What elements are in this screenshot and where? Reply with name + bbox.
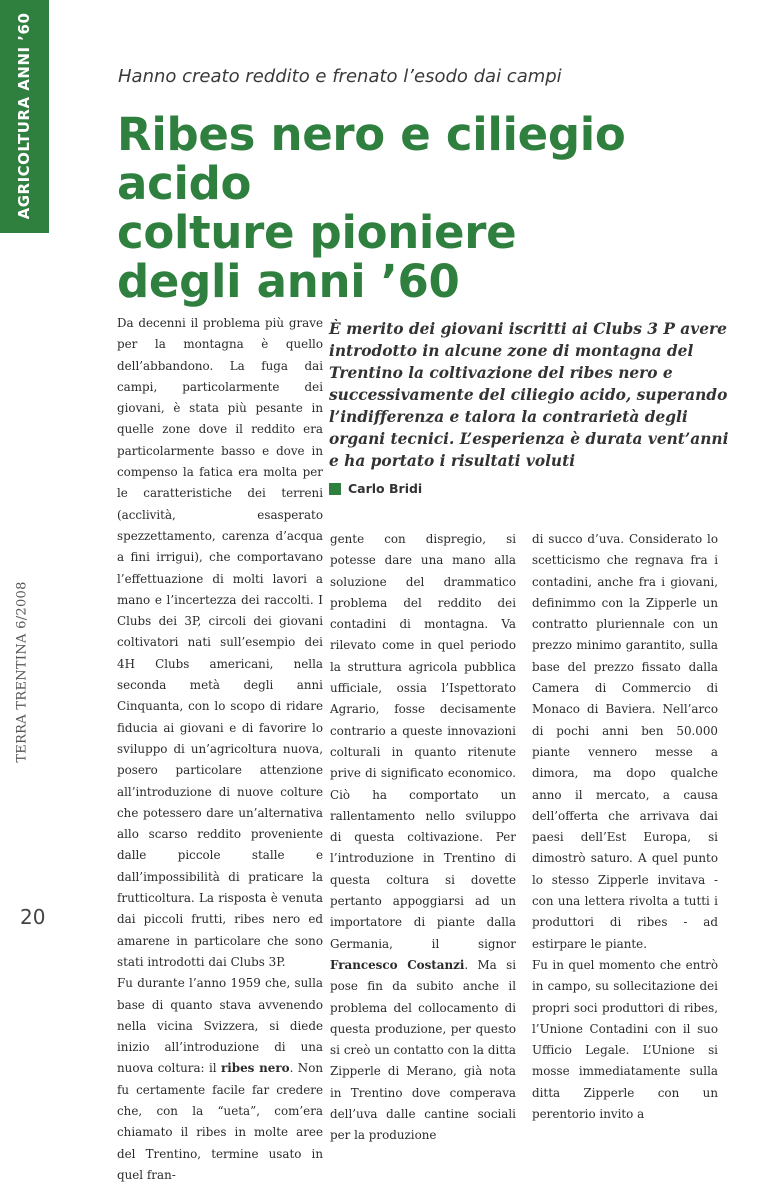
text-run: gente con dispregio, si potesse dare una mano alla soluzione del drammatico problema del reddito dei contadini di montagna. Va rilevato come in quel periodo la struttura agricola pubblica ufficiale, ossia l’Ispettorato Agrario, fosse decisamente contrario a queste innovazioni colturali in quanto ritenute prive di significato economico. Ciò ha comportato un rallentamento nello sviluppo di questa coltivazione. Per l’introduzione in Trentino di questa coltura si dovette pertanto appoggiarsi ad un importatore di piante dalla Germania, il signor — [330, 532, 516, 951]
emphasis: Francesco Costanzi — [330, 957, 465, 972]
author-name: Carlo Bridi — [348, 481, 423, 496]
author-byline — [329, 481, 422, 496]
kicker: Hanno creato reddito e frenato l’esodo dai campi — [118, 66, 562, 87]
section-tab-label: AGRICOLTURA ANNI ’60 — [15, 12, 33, 220]
text-run: . Non fu certamente facile far credere che, con la “ueta”, com’era chiamato il ribes in molte aree del Trentino, termine usato in quel fran- — [117, 1061, 324, 1182]
section-tab — [0, 0, 49, 233]
magazine-name: TERRA TRENTINA 6/2008 — [14, 581, 30, 763]
text-run: . Ma si pose fin da subito anche il problema del collocamento di questa produzione, per questo si creò un contatto con la ditta Zipperle di Merano, già nota in Trentino dove comperava dell’uva dalle cantine sociali per la produzione — [330, 957, 516, 1143]
headline-line: degli anni ’60 — [117, 255, 460, 308]
lead-paragraph: È merito dei giovani iscritti ai Clubs 3 P avere introdotto in alcune zone di montagna del Trentino la coltivazione del ribes nero e successivamente del ciliegio acido, superando l’indifferenza e talora la contrarietà degli organi tecnici. L’esperienza è durata vent’anni e ha portato i risultati voluti — [329, 320, 729, 470]
paragraph — [330, 529, 516, 1147]
emphasis: ribes nero — [221, 1061, 290, 1076]
page-title — [117, 110, 677, 306]
page-number: 20 — [20, 905, 46, 929]
body-column-1 — [117, 313, 323, 1186]
author-square-icon — [329, 483, 341, 495]
paragraph: Da decenni il problema più grave per la montagna è quello dell’abbandono. La fuga dai campi, particolarmente dei giovani, è stata più pesante in quelle zone dove il reddito era particolarmente basso e dove in compenso la fatica era molta per le caratteristiche dei terreni (acclività, esasperato spezzettamento, carenza d’acqua a fini irrigui), che comportavano l’effettuazione di molti lavori a mano e l’incertezza dei raccolti. I Clubs dei 3P, circoli dei giovani coltivatori nati sull’esempio dei 4H Clubs americani, nella seconda metà degli anni Cinquanta, con lo scopo di ridare fiducia ai giovani e di favorire lo sviluppo di un’agricoltura nuova, posero particolare attenzione all’introduzione di nuove colture che potessero dare un’alternativa allo scarso reddito proveniente dalle piccole stalle e dall’impossibilità di praticare la frutticoltura. La risposta è venuta dai piccoli frutti, ribes nero ed amarene in particolare che sono stati introdotti dai Clubs 3P. — [117, 316, 323, 969]
headline-line: Ribes nero e ciliegio acido — [117, 108, 626, 210]
text-run: Fu durante l’anno 1959 che, sulla base di quanto stava avvenendo nella vicina Svizzera, si diede inizio all’introduzione di una nuova coltura: il — [117, 976, 323, 1076]
paragraph — [117, 973, 323, 1186]
headline-line: colture pioniere — [117, 206, 517, 259]
paragraph: di succo d’uva. Considerato lo scetticismo che regnava fra i contadini, anche fra i giovani, definimmo con la Zipperle un contratto pluriennale con un prezzo minimo garantito, sulla base del prezzo fissato dalla Camera di Commercio di Monaco di Baviera. Nell’arco di pochi anni ben 50.000 piante vennero messe a dimora, ma dopo qualche anno il mercato, a causa dell’offerta che arrivava dai paesi dell’Est Europa, si dimostrò saturo. A quel punto lo stesso Zipperle invitava - con una lettera rivolta a tutti i produttori di ribes - ad estirpare le piante. — [532, 532, 718, 951]
body-column-3 — [532, 529, 718, 1125]
body-column-2 — [330, 529, 516, 1147]
paragraph: Fu in quel momento che entrò in campo, su sollecitazione dei propri soci produttori di ribes, l’Unione Contadini con il suo Ufficio Legale. L’Unione si mosse immediatamente sulla ditta Zipperle con un perentorio invito a — [532, 957, 718, 1122]
